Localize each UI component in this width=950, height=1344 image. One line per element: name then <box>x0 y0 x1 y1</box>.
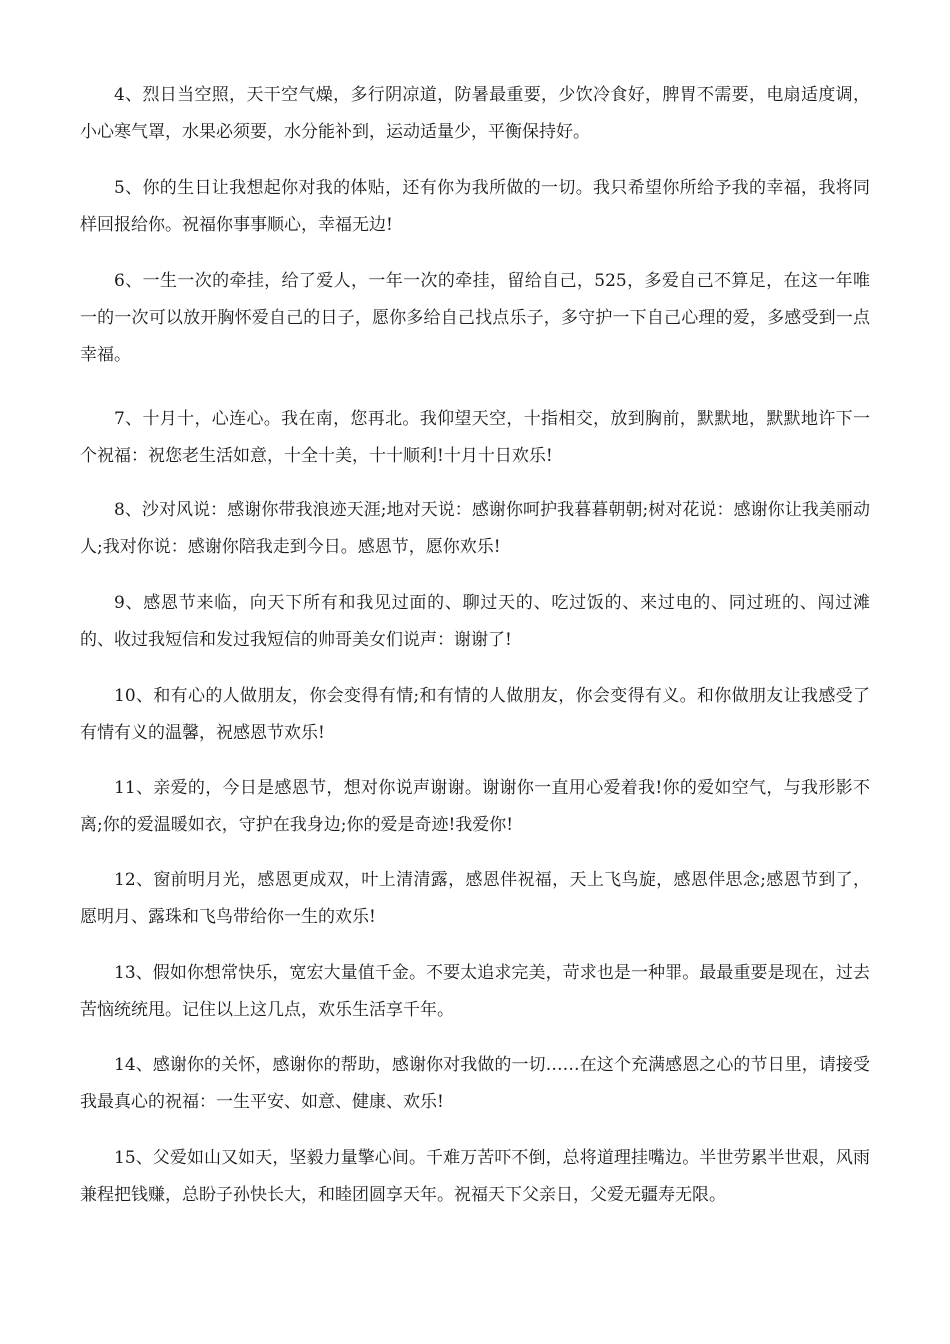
paragraph-4: 4、烈日当空照，天干空气燥，多行阴凉道，防暑最重要，少饮冷食好，脾胃不需要，电扇适度调，小心寒气罩，水果必须要，水分能补到，运动适量少，平衡保持好。 <box>80 85 870 142</box>
paragraph-7: 7、十月十，心连心。我在南，您再北。我仰望天空，十指相交，放到胸前，默默地，默默地许下一个祝福：祝您老生活如意，十全十美，十十顺利!十月十日欢乐! <box>80 409 870 466</box>
paragraph-9: 9、感恩节来临，向天下所有和我见过面的、聊过天的、吃过饭的、来过电的、同过班的、闯过滩的、收过我短信和发过我短信的帅哥美女们说声：谢谢了! <box>80 593 870 650</box>
paragraph-14: 14、感谢你的关怀，感谢你的帮助，感谢你对我做的一切……在这个充满感恩之心的节日里，请接受我最真心的祝福：一生平安、如意、健康、欢乐! <box>80 1055 870 1112</box>
paragraph-15: 15、父爱如山又如天，坚毅力量擎心间。千难万苦吓不倒，总将道理挂嘴边。半世劳累半世艰，风雨兼程把钱赚，总盼子孙快长大，和睦团圆享天年。祝福天下父亲日，父爱无疆寿无限。 <box>80 1148 870 1205</box>
paragraph-5: 5、你的生日让我想起你对我的体贴，还有你为我所做的一切。我只希望你所给予我的幸福，我将同样回报给你。祝福你事事顺心，幸福无边! <box>80 178 870 235</box>
paragraph-12: 12、窗前明月光，感恩更成双，叶上清清露，感恩伴祝福，天上飞鸟旋，感恩伴思念;感恩节到了，愿明月、露珠和飞鸟带给你一生的欢乐! <box>80 870 870 927</box>
paragraph-13: 13、假如你想常快乐，宽宏大量值千金。不要太追求完美，苛求也是一种罪。最最重要是现在，过去苦恼统统甩。记住以上这几点，欢乐生活享千年。 <box>80 963 870 1020</box>
paragraph-11: 11、亲爱的，今日是感恩节，想对你说声谢谢。谢谢你一直用心爱着我!你的爱如空气，与我形影不离;你的爱温暖如衣，守护在我身边;你的爱是奇迹!我爱你! <box>80 778 870 835</box>
paragraph-6: 6、一生一次的牵挂，给了爱人，一年一次的牵挂，留给自己，525，多爱自己不算足，在这一年唯一的一次可以放开胸怀爱自己的日子，愿你多给自己找点乐子，多守护一下自己心理的爱，多感受到一点幸福。 <box>80 271 870 365</box>
paragraph-8: 8、沙对风说：感谢你带我浪迹天涯;地对天说：感谢你呵护我暮暮朝朝;树对花说：感谢你让我美丽动人;我对你说：感谢你陪我走到今日。感恩节，愿你欢乐! <box>80 500 870 557</box>
paragraph-10: 10、和有心的人做朋友，你会变得有情;和有情的人做朋友，你会变得有义。和你做朋友让我感受了有情有义的温馨，祝感恩节欢乐! <box>80 686 870 743</box>
